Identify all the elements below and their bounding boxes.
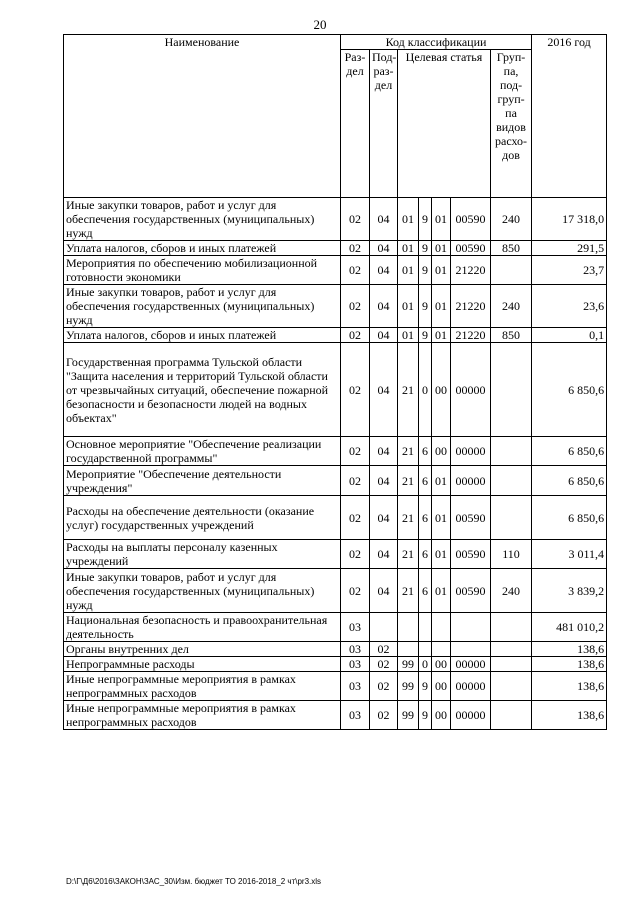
row-target-direction: 00590	[451, 540, 491, 569]
row-target-event: 01	[432, 198, 451, 241]
row-target-program: 01	[398, 241, 419, 256]
row-amount: 138,6	[532, 657, 607, 672]
row-subsection: 04	[370, 241, 398, 256]
row-name: Мероприятие "Обеспечение деятельности учреждения"	[64, 466, 341, 496]
row-target-event: 01	[432, 256, 451, 285]
row-expense-group: 240	[491, 569, 532, 613]
row-amount: 481 010,2	[532, 613, 607, 642]
row-name: Органы внутренних дел	[64, 642, 341, 657]
row-amount: 0,1	[532, 328, 607, 343]
row-subsection: 04	[370, 256, 398, 285]
row-target-program: 21	[398, 569, 419, 613]
row-amount: 23,6	[532, 285, 607, 328]
row-section: 02	[341, 437, 370, 466]
row-target-subprogram: 9	[419, 256, 432, 285]
row-target-program: 01	[398, 285, 419, 328]
row-target-program: 99	[398, 701, 419, 730]
row-target-program: 99	[398, 657, 419, 672]
row-subsection: 04	[370, 496, 398, 540]
header-name: Наименование	[64, 35, 341, 198]
table-row	[64, 496, 607, 540]
row-name: Иные непрограммные мероприятия в рамках непрограммных расходов	[64, 672, 341, 701]
row-target-event: 00	[432, 701, 451, 730]
row-target-program: 99	[398, 672, 419, 701]
row-name: Иные непрограммные мероприятия в рамках непрограммных расходов	[64, 701, 341, 730]
row-target-direction: 00590	[451, 198, 491, 241]
table-row	[64, 343, 607, 437]
row-target-event: 00	[432, 657, 451, 672]
row-target-subprogram: 9	[419, 198, 432, 241]
row-subsection: 04	[370, 540, 398, 569]
row-amount: 3 839,2	[532, 569, 607, 613]
row-name: Основное мероприятие "Обеспечение реализации государственной программы"	[64, 437, 341, 466]
header-subsection: Под- раз- дел	[370, 50, 398, 198]
row-target-subprogram: 6	[419, 437, 432, 466]
table-row	[64, 437, 607, 466]
row-target-event: 00	[432, 437, 451, 466]
row-subsection: 02	[370, 701, 398, 730]
row-target-event: 00	[432, 343, 451, 437]
header-classification-code: Код классификации	[341, 35, 532, 50]
row-target-direction: 21220	[451, 256, 491, 285]
row-target-subprogram: 9	[419, 285, 432, 328]
row-target-subprogram	[419, 642, 432, 657]
row-target-subprogram: 9	[419, 328, 432, 343]
row-target-direction	[451, 613, 491, 642]
row-expense-group	[491, 613, 532, 642]
row-name: Иные закупки товаров, работ и услуг для обеспечения государственных (муниципальных) нужд	[64, 569, 341, 613]
row-target-program: 21	[398, 437, 419, 466]
row-target-subprogram: 9	[419, 241, 432, 256]
header-year: 2016 год	[532, 35, 607, 198]
row-target-event: 00	[432, 672, 451, 701]
row-expense-group	[491, 672, 532, 701]
row-expense-group	[491, 256, 532, 285]
row-amount: 138,6	[532, 672, 607, 701]
row-name: Непрограммные расходы	[64, 657, 341, 672]
row-expense-group: 850	[491, 328, 532, 343]
table-row	[64, 198, 607, 241]
row-target-program	[398, 642, 419, 657]
row-target-direction: 00000	[451, 657, 491, 672]
row-target-direction: 21220	[451, 285, 491, 328]
header-row-main	[64, 35, 607, 50]
row-amount: 3 011,4	[532, 540, 607, 569]
file-path-footer: D:\Г\Д6\2016\ЗАКОН\ЗАС_30\Изм. бюджет ТО 2016-2018_2 чт\pr3.xls	[66, 877, 322, 886]
row-target-event	[432, 613, 451, 642]
row-section: 03	[341, 613, 370, 642]
row-target-direction: 00590	[451, 569, 491, 613]
row-section: 02	[341, 241, 370, 256]
row-amount: 23,7	[532, 256, 607, 285]
table-row	[64, 256, 607, 285]
row-section: 02	[341, 466, 370, 496]
row-amount: 138,6	[532, 701, 607, 730]
row-name: Государственная программа Тульской области "Защита населения и территорий Тульской области от чрезвычайных ситуаций, обеспечение пожарной безопасности и безопасности людей на водных объектах"	[64, 343, 341, 437]
row-target-program: 21	[398, 540, 419, 569]
row-expense-group	[491, 701, 532, 730]
row-subsection: 04	[370, 569, 398, 613]
row-target-program	[398, 613, 419, 642]
row-amount: 6 850,6	[532, 343, 607, 437]
row-section: 02	[341, 198, 370, 241]
row-section: 02	[341, 256, 370, 285]
row-subsection: 02	[370, 672, 398, 701]
row-target-event: 01	[432, 496, 451, 540]
row-target-direction: 00000	[451, 466, 491, 496]
row-name: Национальная безопасность и правоохранительная деятельность	[64, 613, 341, 642]
row-target-program: 21	[398, 343, 419, 437]
row-target-subprogram: 0	[419, 657, 432, 672]
row-target-event: 01	[432, 569, 451, 613]
row-target-subprogram	[419, 613, 432, 642]
row-subsection: 04	[370, 198, 398, 241]
row-expense-group: 240	[491, 198, 532, 241]
row-expense-group: 850	[491, 241, 532, 256]
row-section: 02	[341, 540, 370, 569]
row-subsection: 02	[370, 657, 398, 672]
row-expense-group	[491, 437, 532, 466]
row-target-direction	[451, 642, 491, 657]
row-subsection	[370, 613, 398, 642]
row-expense-group	[491, 343, 532, 437]
table-row	[64, 328, 607, 343]
table-row	[64, 569, 607, 613]
row-subsection: 02	[370, 642, 398, 657]
row-target-direction: 21220	[451, 328, 491, 343]
row-amount: 6 850,6	[532, 496, 607, 540]
header-target-article: Целевая статья	[398, 50, 491, 198]
row-name: Уплата налогов, сборов и иных платежей	[64, 241, 341, 256]
table-row	[64, 701, 607, 730]
row-subsection: 04	[370, 328, 398, 343]
row-section: 02	[341, 285, 370, 328]
row-section: 02	[341, 496, 370, 540]
row-target-subprogram: 0	[419, 343, 432, 437]
table-row	[64, 657, 607, 672]
row-target-event: 01	[432, 540, 451, 569]
row-amount: 17 318,0	[532, 198, 607, 241]
row-target-subprogram: 6	[419, 569, 432, 613]
row-target-direction: 00000	[451, 701, 491, 730]
row-expense-group	[491, 657, 532, 672]
table-body	[64, 198, 607, 730]
table-row	[64, 466, 607, 496]
row-target-direction: 00590	[451, 241, 491, 256]
row-target-subprogram: 9	[419, 672, 432, 701]
row-amount: 6 850,6	[532, 466, 607, 496]
budget-table	[63, 34, 607, 730]
row-target-subprogram: 9	[419, 701, 432, 730]
row-target-program: 01	[398, 198, 419, 241]
table-row	[64, 540, 607, 569]
row-expense-group: 240	[491, 285, 532, 328]
row-section: 03	[341, 701, 370, 730]
row-target-direction: 00000	[451, 343, 491, 437]
row-target-program: 21	[398, 466, 419, 496]
header-expense-group: Груп- па, под- груп- па видов расхо- дов	[491, 50, 532, 198]
row-name: Мероприятия по обеспечению мобилизационной готовности экономики	[64, 256, 341, 285]
page-number: 20	[313, 17, 327, 32]
row-target-event: 01	[432, 466, 451, 496]
row-name: Расходы на выплаты персоналу казенных учреждений	[64, 540, 341, 569]
row-target-direction: 00000	[451, 437, 491, 466]
row-target-subprogram: 6	[419, 540, 432, 569]
row-expense-group	[491, 496, 532, 540]
row-amount: 6 850,6	[532, 437, 607, 466]
row-subsection: 04	[370, 285, 398, 328]
row-target-program: 21	[398, 496, 419, 540]
row-amount: 138,6	[532, 642, 607, 657]
row-expense-group	[491, 642, 532, 657]
row-section: 03	[341, 672, 370, 701]
row-target-program: 01	[398, 256, 419, 285]
row-section: 02	[341, 343, 370, 437]
row-target-subprogram: 6	[419, 496, 432, 540]
table-row	[64, 241, 607, 256]
table-row	[64, 613, 607, 642]
row-target-direction: 00000	[451, 672, 491, 701]
row-name: Расходы на обеспечение деятельности (оказание услуг) государственных учреждений	[64, 496, 341, 540]
row-target-direction: 00590	[451, 496, 491, 540]
row-target-event	[432, 642, 451, 657]
row-name: Иные закупки товаров, работ и услуг для обеспечения государственных (муниципальных) нужд	[64, 285, 341, 328]
row-section: 03	[341, 657, 370, 672]
row-name: Иные закупки товаров, работ и услуг для обеспечения государственных (муниципальных) нужд	[64, 198, 341, 241]
table-row	[64, 642, 607, 657]
table-row	[64, 672, 607, 701]
row-subsection: 04	[370, 343, 398, 437]
row-target-event: 01	[432, 241, 451, 256]
row-target-event: 01	[432, 328, 451, 343]
row-section: 03	[341, 642, 370, 657]
row-amount: 291,5	[532, 241, 607, 256]
row-target-program: 01	[398, 328, 419, 343]
header-section: Раз- дел	[341, 50, 370, 198]
row-expense-group: 110	[491, 540, 532, 569]
row-target-event: 01	[432, 285, 451, 328]
row-expense-group	[491, 466, 532, 496]
table-row	[64, 285, 607, 328]
row-target-subprogram: 6	[419, 466, 432, 496]
row-name: Уплата налогов, сборов и иных платежей	[64, 328, 341, 343]
row-subsection: 04	[370, 437, 398, 466]
row-subsection: 04	[370, 466, 398, 496]
row-section: 02	[341, 569, 370, 613]
row-section: 02	[341, 328, 370, 343]
